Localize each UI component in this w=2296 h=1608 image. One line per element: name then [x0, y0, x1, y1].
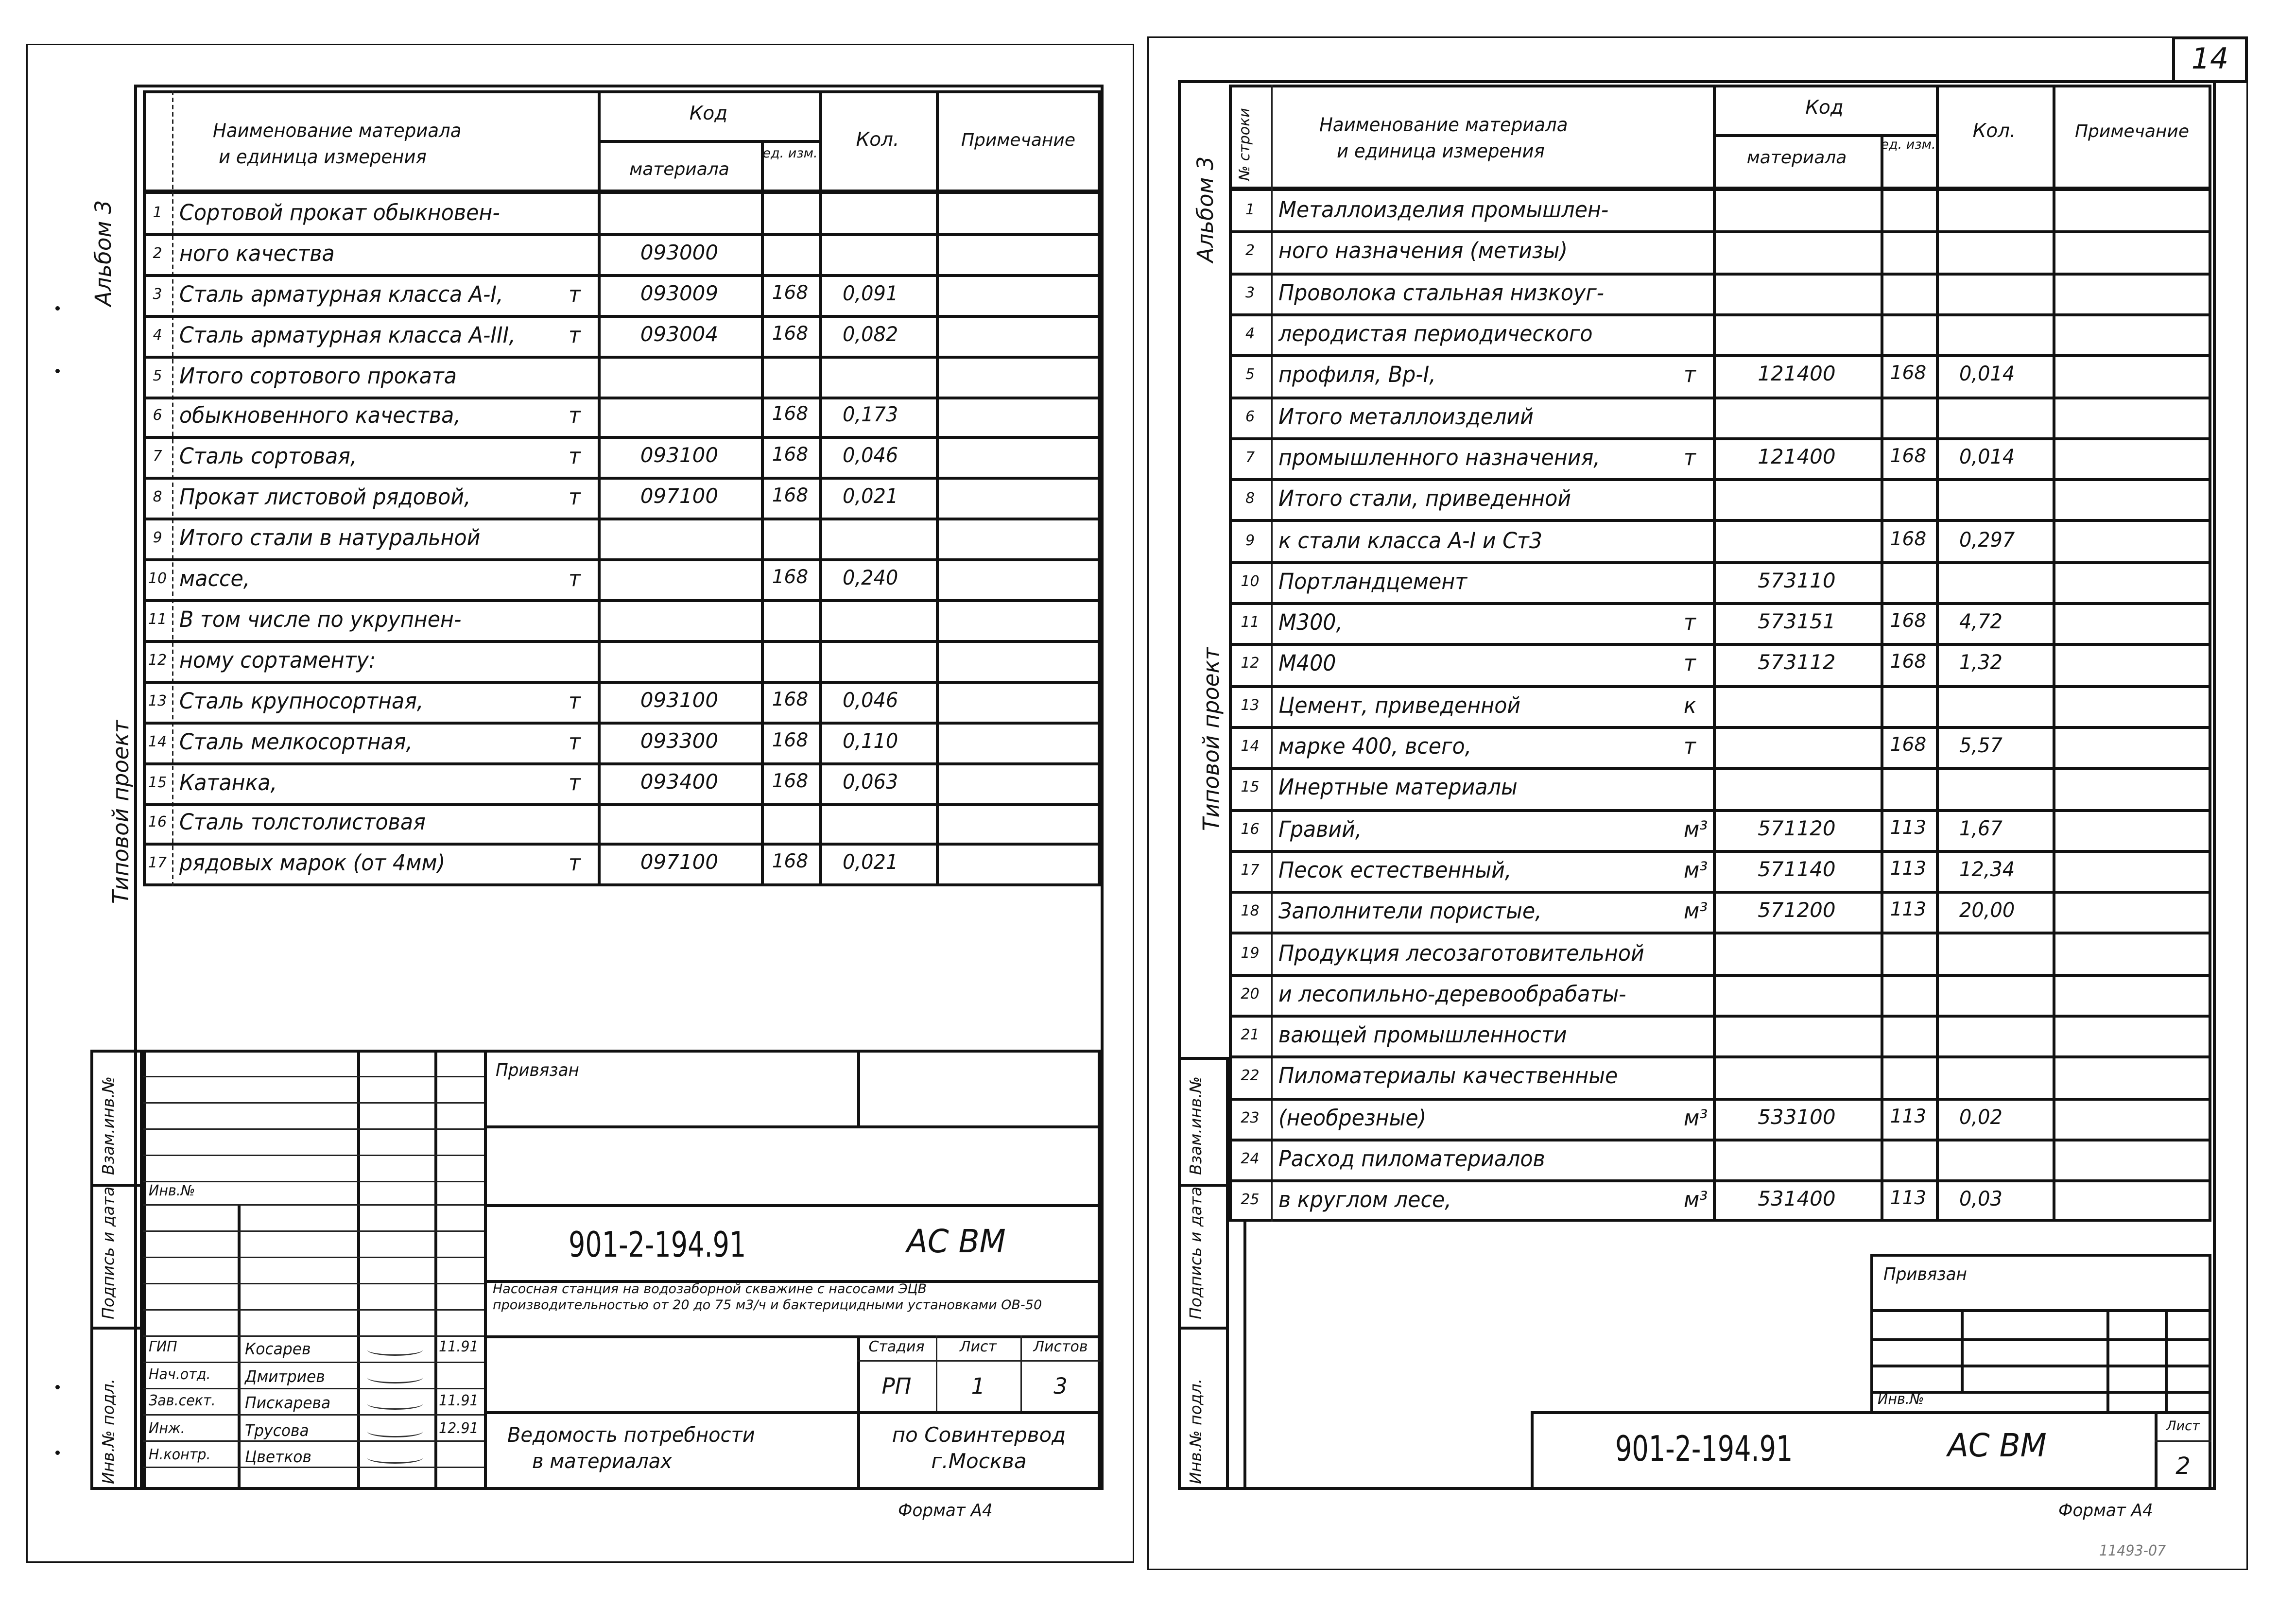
measure-unit: т: [569, 403, 581, 430]
left-side-project: Типовой проект: [108, 720, 134, 904]
row-number: 24: [1241, 1152, 1260, 1168]
unit-code: 113: [1890, 1106, 1927, 1128]
quantity: 0,082: [843, 323, 898, 346]
material-code: 121400: [1758, 363, 1836, 387]
row-number: 7: [1245, 450, 1255, 467]
sheet-value: 1: [971, 1373, 985, 1400]
header-qty: Кол.: [856, 130, 899, 152]
row-divider: [1229, 1015, 2211, 1018]
material-name: Сортовой прокат обыкновен-: [179, 199, 500, 226]
material-code: 571120: [1758, 817, 1836, 841]
material-name: Проволока стальная низкоуг-: [1278, 279, 1605, 306]
measure-unit: т: [569, 688, 581, 714]
measure-unit: т: [569, 321, 581, 348]
row-divider: [143, 436, 1101, 439]
punch-mark: [55, 1451, 60, 1455]
quantity: 0,046: [843, 445, 898, 469]
title-block-line: [143, 1257, 484, 1258]
row-number: 3: [153, 287, 162, 303]
left-inv-label: Инв.№ подл.: [99, 1378, 118, 1484]
header-qty: Кол.: [1972, 121, 2016, 143]
left-inv-no: Инв.№: [149, 1184, 195, 1200]
material-name: Сталь толстолистовая: [179, 810, 426, 836]
header-code: Код: [689, 104, 728, 125]
measure-unit: т: [1684, 444, 1696, 471]
left-privyazan: Привязан: [496, 1060, 579, 1080]
material-name: М300,: [1278, 609, 1343, 636]
title-block-line: [143, 1230, 484, 1232]
quantity: 0,063: [843, 770, 898, 794]
material-code: 093100: [640, 689, 719, 713]
row-divider: [1229, 685, 2211, 688]
material-name: леродистая периодического: [1278, 321, 1593, 347]
material-name: к стали класса А-I и Ст3: [1278, 527, 1543, 553]
quantity: 0,091: [843, 282, 898, 306]
left-side-album: Альбом 3: [90, 200, 117, 306]
header-code: Код: [1805, 98, 1844, 120]
row-divider: [143, 558, 1101, 561]
measure-unit: т: [1684, 609, 1696, 636]
row-divider: [143, 274, 1101, 277]
material-code: 093009: [640, 282, 719, 306]
quantity: 1,67: [1959, 817, 2003, 841]
row-divider: [1229, 1180, 2211, 1183]
row-number: 7: [153, 450, 162, 466]
material-name: Итого стали в натуральной: [179, 525, 481, 552]
measure-unit: т: [569, 444, 581, 470]
stage-label: Стадия: [868, 1340, 925, 1356]
row-divider: [1229, 396, 2211, 399]
row-divider: [1229, 437, 2211, 440]
title-block-line: [143, 1181, 484, 1182]
header-name: Наименование материала: [1319, 115, 1568, 137]
sheets-label: Листов: [1033, 1340, 1088, 1356]
material-code: 093100: [640, 445, 719, 469]
row-divider: [1229, 809, 2211, 812]
unit-code: 168: [772, 852, 809, 874]
measure-unit: м³: [1684, 857, 1708, 883]
row-number: 25: [1241, 1193, 1260, 1210]
row-divider: [143, 721, 1101, 724]
staff-role: Зав.сект.: [149, 1394, 216, 1410]
title-block-line: [143, 1283, 484, 1284]
left-materials-table: [143, 90, 1101, 886]
header-name-line2: и единица измерения: [1337, 141, 1545, 163]
unit-code: 113: [1890, 1189, 1927, 1211]
material-code: 571140: [1758, 858, 1836, 882]
staff-name: Пискарева: [245, 1394, 331, 1413]
staff-date: 12.91: [439, 1420, 479, 1437]
material-name: массе,: [179, 566, 250, 592]
row-divider: [1229, 272, 2211, 275]
measure-unit: т: [569, 281, 581, 308]
unit-code: 168: [1890, 446, 1927, 468]
material-code: 093004: [640, 323, 719, 346]
row-number: 10: [1241, 574, 1260, 590]
sheet-title-2: в материалах: [532, 1451, 672, 1474]
material-name: Пиломатериалы качественные: [1278, 1063, 1618, 1090]
row-number: 16: [148, 815, 167, 832]
left-format: Формат А4: [898, 1500, 993, 1521]
right-privyazan: Привязан: [1883, 1264, 1967, 1284]
right-mark: АС ВМ: [1948, 1429, 2047, 1465]
quantity: 0,046: [843, 689, 898, 713]
quantity: 0,173: [843, 404, 898, 428]
measure-unit: т: [1684, 651, 1696, 677]
row-number: 13: [148, 693, 167, 710]
row-divider: [1229, 602, 2211, 605]
material-name: ного назначения (метизы): [1278, 238, 1568, 265]
material-code: 097100: [640, 852, 719, 876]
title-block-line: [143, 1440, 484, 1442]
header-code-material: материала: [1746, 147, 1847, 168]
right-podpis-label: Подпись и дата: [1187, 1186, 1206, 1319]
material-code: 533100: [1758, 1106, 1836, 1130]
org: по Совинтервод: [892, 1424, 1066, 1448]
title-block-line: [143, 1388, 484, 1389]
measure-unit: т: [1684, 733, 1696, 760]
unit-code: 168: [772, 323, 809, 345]
material-name: Итого металлоизделий: [1278, 403, 1534, 430]
row-divider: [143, 762, 1101, 765]
row-number: 23: [1241, 1110, 1260, 1127]
unit-code: 113: [1890, 899, 1927, 922]
title-block-line: [143, 1076, 484, 1077]
row-number: 10: [148, 571, 167, 588]
row-divider: [143, 355, 1101, 358]
quantity: 1,32: [1959, 652, 2003, 676]
material-code: 097100: [640, 485, 719, 509]
material-name: Портландцемент: [1278, 568, 1467, 595]
row-number: 8: [1245, 491, 1255, 508]
measure-unit: т: [569, 769, 581, 795]
quantity: 0,03: [1959, 1189, 2003, 1212]
punch-mark: [55, 306, 60, 311]
material-name: в круглом лесе,: [1278, 1187, 1451, 1214]
material-name: Гравий,: [1278, 815, 1362, 842]
left-description: Насосная станция на водозаборной скважине с насосами ЭЦВ производительностью от 20 до 75 м3/ч и бактерицидными установками ОВ-50: [493, 1283, 1042, 1314]
row-number: 3: [1245, 285, 1255, 302]
material-name: ному сортаменту:: [179, 647, 376, 674]
row-number: 1: [153, 205, 162, 222]
row-divider: [143, 803, 1101, 806]
signature-icon: [367, 1371, 423, 1383]
material-name: обыкновенного качества,: [179, 403, 461, 430]
measure-unit: м³: [1684, 898, 1708, 925]
row-number: 13: [1241, 698, 1260, 714]
material-name: вающей промышленности: [1278, 1022, 1567, 1049]
row-number: 9: [153, 531, 162, 547]
material-name: Песок естественный,: [1278, 857, 1512, 883]
material-code: 573151: [1758, 611, 1836, 635]
row-number: 4: [1245, 327, 1255, 343]
row-number: 12: [1241, 657, 1260, 673]
row-number: 5: [1245, 368, 1255, 384]
quantity: 0,110: [843, 729, 898, 753]
material-name: Сталь арматурная класса А-III,: [179, 321, 516, 348]
staff-name: Трусова: [245, 1420, 309, 1440]
left-mark: АС ВМ: [907, 1225, 1006, 1261]
row-number: 4: [153, 327, 162, 344]
material-name: Итого сортового проката: [179, 362, 457, 389]
material-code: 093000: [640, 242, 719, 265]
row-number: 1: [1245, 203, 1255, 219]
material-name: Сталь сортовая,: [179, 444, 357, 470]
row-divider: [1229, 313, 2211, 316]
material-code: 531400: [1758, 1189, 1836, 1212]
row-divider: [143, 680, 1101, 683]
row-divider: [1229, 1056, 2211, 1059]
right-side-project: Типовой проект: [1198, 647, 1225, 831]
row-number: 15: [1241, 780, 1260, 797]
quantity: 20,00: [1959, 899, 2015, 923]
material-name: профиля, Вр-I,: [1278, 362, 1436, 389]
material-code: 573110: [1758, 570, 1836, 593]
unit-code: 168: [772, 282, 809, 305]
right-side-album: Альбом 3: [1192, 156, 1219, 262]
right-doc-code: 901-2-194.91: [1615, 1429, 1793, 1470]
punch-mark: [55, 1385, 60, 1389]
unit-code: 168: [772, 770, 809, 793]
row-divider: [1229, 849, 2211, 852]
header-code-unit: ед. изм.: [762, 147, 818, 162]
material-name: Сталь крупносортная,: [179, 688, 424, 714]
row-number: 21: [1241, 1028, 1260, 1044]
row-number: 16: [1241, 821, 1260, 838]
quantity: 0,02: [1959, 1106, 2003, 1130]
measure-unit: м³: [1684, 815, 1708, 842]
org-city: г.Москва: [931, 1451, 1027, 1474]
title-block-line: [143, 1362, 484, 1363]
header-row-number: № строки: [1238, 108, 1254, 181]
row-divider: [143, 518, 1101, 521]
title-block-line: [143, 1155, 484, 1156]
measure-unit: т: [569, 566, 581, 592]
row-number: 11: [148, 612, 167, 628]
row-divider: [1229, 519, 2211, 522]
row-divider: [1229, 726, 2211, 729]
row-number: 22: [1241, 1069, 1260, 1086]
quantity: 0,240: [843, 567, 898, 591]
material-name: Продукция лесозаготовительной: [1278, 939, 1644, 966]
header-note: Примечание: [961, 130, 1076, 150]
row-divider: [1229, 1097, 2211, 1100]
unit-code: 168: [1890, 735, 1927, 757]
unit-code: 113: [1890, 858, 1927, 881]
row-number: 20: [1241, 986, 1260, 1003]
material-code: 093300: [640, 729, 719, 753]
material-name: рядовых марок (от 4мм): [179, 850, 446, 877]
header-note: Примечание: [2074, 121, 2190, 141]
row-divider: [1229, 231, 2211, 234]
header-name-line2: и единица измерения: [219, 147, 427, 169]
right-format: Формат А4: [2058, 1500, 2153, 1521]
page-number: 14: [2191, 41, 2229, 76]
row-divider: [1229, 561, 2211, 564]
row-number: 12: [148, 653, 167, 669]
header-code-unit: ед. изм.: [1881, 138, 1936, 153]
title-block-line: [143, 1467, 484, 1468]
material-name: (необрезные): [1278, 1105, 1427, 1131]
quantity: 0,021: [843, 485, 898, 509]
material-code: 573112: [1758, 652, 1836, 676]
material-name: М400: [1278, 651, 1336, 677]
sheets-value: 3: [1053, 1373, 1068, 1400]
row-divider: [143, 599, 1101, 602]
header-name: Наименование материала: [213, 121, 462, 143]
measure-unit: к: [1684, 692, 1696, 719]
material-name: В том числе по укрупнен-: [179, 606, 462, 633]
row-number: 2: [1245, 244, 1255, 260]
unit-code: 168: [1890, 652, 1927, 674]
right-sheet-value: 2: [2175, 1452, 2191, 1480]
quantity: 12,34: [1959, 858, 2015, 882]
staff-name: Косарев: [245, 1340, 311, 1359]
material-code: 121400: [1758, 446, 1836, 469]
title-block-line: [143, 1102, 484, 1104]
title-block-line: [143, 1128, 484, 1130]
unit-code: 168: [1890, 611, 1927, 633]
material-name: Цемент, приведенной: [1278, 692, 1521, 719]
staff-date: 11.91: [439, 1394, 479, 1410]
row-number: 18: [1241, 904, 1260, 920]
material-name: Сталь арматурная класса А-I,: [179, 281, 503, 308]
unit-code: 168: [1890, 363, 1927, 386]
row-number: 11: [1241, 615, 1260, 632]
measure-unit: т: [569, 850, 581, 877]
material-name: Сталь мелкосортная,: [179, 728, 413, 755]
right-materials-table: [1229, 85, 2211, 1222]
unit-code: 168: [772, 445, 809, 467]
left-vzam-label: Взам.инв.№: [99, 1076, 118, 1175]
stage-value: РП: [881, 1373, 912, 1400]
header-code-material: материала: [629, 159, 729, 179]
sheet-label: Лист: [959, 1340, 997, 1356]
left-doc-code: 901-2-194.91: [569, 1225, 746, 1265]
staff-name: Дмитриев: [245, 1366, 325, 1386]
material-name: ного качества: [179, 240, 335, 267]
signature-icon: [367, 1344, 423, 1356]
quantity: 0,014: [1959, 446, 2015, 469]
row-divider: [1229, 355, 2211, 358]
measure-unit: т: [569, 728, 581, 755]
unit-code: 168: [772, 404, 809, 427]
quantity: 4,72: [1959, 611, 2003, 635]
material-name: Расход пиломатериалов: [1278, 1146, 1545, 1173]
punch-mark: [55, 369, 60, 373]
measure-unit: т: [1684, 362, 1696, 389]
title-block-line: [143, 1335, 484, 1337]
row-divider: [143, 477, 1101, 480]
material-name: промышленного назначения,: [1278, 444, 1600, 471]
unit-code: 168: [772, 689, 809, 711]
quantity: 0,014: [1959, 363, 2015, 387]
row-number: 6: [153, 409, 162, 425]
row-number: 8: [153, 490, 162, 506]
row-divider: [1229, 767, 2211, 770]
staff-role: ГИП: [149, 1340, 177, 1356]
staff-date: 11.91: [439, 1340, 479, 1356]
row-divider: [1229, 932, 2211, 935]
measure-unit: т: [569, 484, 581, 511]
row-divider: [143, 843, 1101, 846]
row-number: 15: [148, 775, 167, 791]
staff-name: Цветков: [245, 1448, 311, 1467]
material-name: Металлоизделия промышлен-: [1278, 197, 1609, 224]
row-divider: [143, 640, 1101, 643]
row-number: 9: [1245, 533, 1255, 549]
unit-code: 113: [1890, 817, 1927, 839]
quantity: 0,021: [843, 852, 898, 876]
row-number: 14: [1241, 739, 1260, 756]
material-name: Инертные материалы: [1278, 775, 1518, 801]
material-name: Прокат листовой рядовой,: [179, 484, 471, 511]
title-block-line: [143, 1309, 484, 1311]
left-podpis-label: Подпись и дата: [99, 1186, 118, 1319]
material-code: 093400: [640, 770, 719, 794]
row-number: 2: [153, 246, 162, 262]
row-divider: [1229, 478, 2211, 481]
row-divider: [1229, 643, 2211, 646]
title-block-line: [143, 1414, 484, 1416]
row-divider: [143, 314, 1101, 317]
row-divider: [1229, 973, 2211, 976]
quantity: 5,57: [1959, 735, 2003, 759]
material-name: Итого стали, приведенной: [1278, 485, 1571, 512]
material-name: Заполнители пористые,: [1278, 898, 1542, 925]
material-name: Катанка,: [179, 769, 277, 795]
row-divider: [143, 396, 1101, 399]
unit-code: 168: [1890, 528, 1927, 551]
unit-code: 168: [772, 485, 809, 508]
row-divider: [1229, 891, 2211, 894]
measure-unit: м³: [1684, 1187, 1708, 1214]
right-vzam-label: Взам.инв.№: [1187, 1076, 1206, 1175]
row-number: 17: [148, 856, 167, 873]
right-inv-label: Инв.№ подл.: [1187, 1378, 1206, 1484]
staff-role: Н.контр.: [149, 1448, 211, 1464]
title-block-line: [143, 1204, 484, 1206]
row-number: 17: [1241, 863, 1260, 879]
staff-role: Инж.: [149, 1420, 185, 1437]
row-number: 14: [148, 734, 167, 750]
row-divider: [143, 233, 1101, 236]
signature-icon: [367, 1425, 423, 1437]
row-number: 6: [1245, 409, 1255, 425]
material-code: 571200: [1758, 899, 1836, 923]
archive-number: 11493-07: [2099, 1544, 2166, 1560]
right-inv-no: Инв.№: [1878, 1392, 1924, 1408]
measure-unit: м³: [1684, 1105, 1708, 1131]
right-sheet-label: Лист: [2166, 1420, 2200, 1435]
staff-role: Нач.отд.: [149, 1366, 211, 1383]
material-name: марке 400, всего,: [1278, 733, 1472, 760]
unit-code: 168: [772, 729, 809, 752]
quantity: 0,297: [1959, 528, 2015, 552]
row-number: 19: [1241, 945, 1260, 962]
signature-icon: [367, 1452, 423, 1464]
material-name: и лесопильно-деревообрабаты-: [1278, 981, 1626, 1007]
row-number: 5: [153, 368, 162, 384]
signature-icon: [367, 1398, 423, 1410]
sheet-title: Ведомость потребности: [507, 1424, 755, 1448]
row-divider: [1229, 1139, 2211, 1141]
unit-code: 168: [772, 567, 809, 589]
